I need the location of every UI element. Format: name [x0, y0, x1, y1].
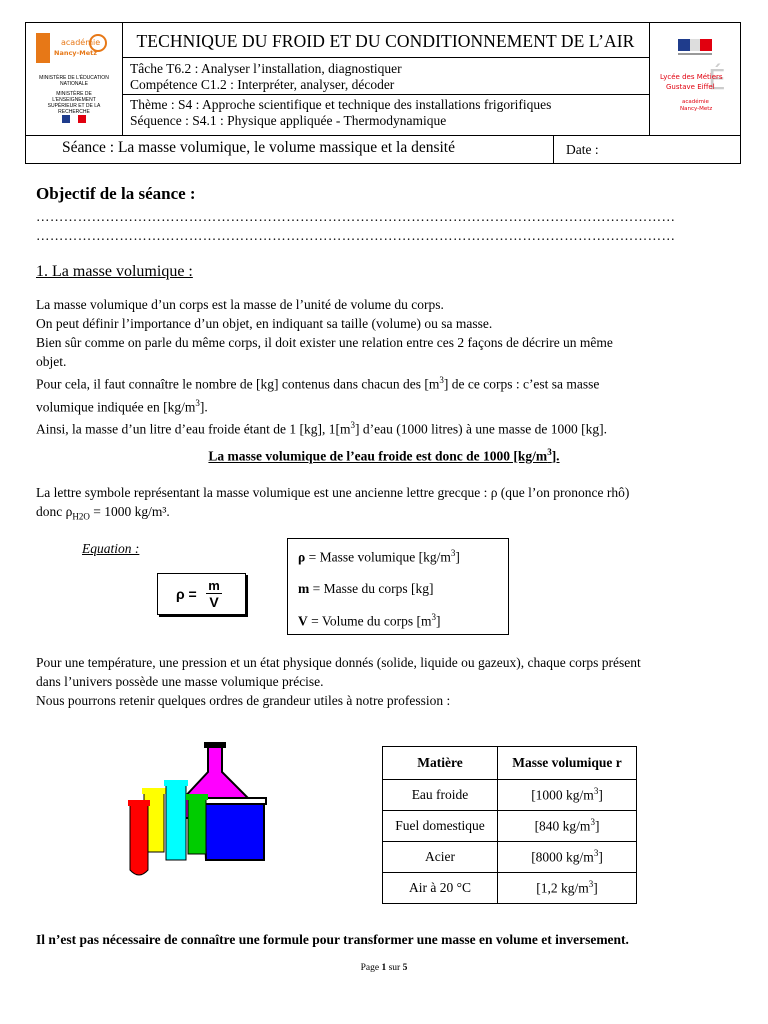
objective-title: Objectif de la séance :	[36, 184, 196, 203]
divider	[26, 135, 740, 136]
table-row	[383, 873, 637, 904]
objective-dots-2: …………………………………………………………………………………………………………………………	[36, 228, 676, 243]
test-tube-icon	[166, 784, 186, 860]
theme-text: Thème : S4 : Approche scientifique et technique des installations frigorifiques	[130, 97, 552, 112]
section-2-body	[36, 653, 726, 710]
paragraph: volumique indiquée en $[kg/m^3]$.	[36, 397, 208, 414]
paragraph: La lettre symbole représentant la masse volumique est une ancienne lettre grecque : ρ (que l’on prononce rhô)	[36, 485, 630, 500]
definition-rho: ρ = Masse volumique $[kg/m^3]$	[298, 548, 460, 565]
date-label: Date :	[566, 142, 599, 157]
table-cell-valeur: [8000 $kg/m^3$]	[498, 842, 637, 873]
divider	[122, 57, 649, 58]
column-header: Matière	[383, 747, 498, 780]
equation-label: Equation :	[82, 541, 140, 556]
divider	[122, 94, 649, 95]
test-tube-icon	[130, 804, 148, 875]
paragraph: dans l’univers possède une masse volumique précise.	[36, 674, 324, 689]
logo-region-text: Nancy-Metz	[54, 49, 98, 57]
definition-m: m = Masse du corps [kg]	[298, 581, 434, 596]
paragraph: Nous pourrons retenir quelques ordres de grandeur utiles à notre profession :	[36, 693, 451, 708]
test-tube-icon	[188, 798, 206, 854]
table-cell-valeur: [1,2 $kg/m^3$]	[498, 873, 637, 904]
table-row	[383, 842, 637, 873]
table-row	[383, 811, 637, 842]
table-cell-matiere: Fuel domestique	[383, 811, 498, 842]
column-header: Masse volumique r	[498, 747, 637, 780]
ministere-text-2: MINISTÈRE DE L’ENSEIGNEMENT SUPÉRIEUR ET DE LA RECHERCHE	[47, 91, 101, 115]
paragraph: Bien sûr comme on parle du même corps, il doit exister une relation entre ces 2 façons de décrire un même	[36, 335, 613, 350]
definitions-box	[287, 538, 509, 635]
objective-dots-1: …………………………………………………………………………………………………………………………	[36, 209, 676, 224]
equation-numerator: m	[208, 578, 220, 593]
section-1-title: 1. La masse volumique :	[36, 263, 193, 280]
academie-logo	[34, 29, 114, 129]
lycee-logo	[656, 29, 736, 129]
competence-text: Compétence C1.2 : Interpréter, analyser, décoder	[130, 77, 395, 92]
paragraph: Pour cela, il faut connaître le nombre de [kg] contenus dans chacun des $[m^3]$ de ce corps : c’est sa masse	[36, 375, 600, 392]
seance-title: Séance : La masse volumique, le volume massique et la densité	[62, 139, 455, 156]
table-cell-valeur: [1000 $kg/m^3$]	[498, 780, 637, 811]
page-title: TECHNIQUE DU FROID ET DU CONDITIONNEMENT DE L’AIR	[136, 31, 635, 51]
page-footer: Page 1 sur 5	[360, 963, 408, 973]
highlight-statement: La masse volumique de l’eau froide est donc de 1000 $[kg/m^3]$.	[208, 447, 560, 464]
rho-paragraph	[36, 483, 726, 527]
divider	[649, 23, 650, 135]
marianne-flag-icon	[656, 29, 736, 129]
tache-text: Tâche T6.2 : Analyser l’installation, diagnostiquer	[130, 61, 402, 76]
school-name-1: Lycée des Métiers	[660, 73, 723, 81]
table-header-row	[383, 747, 637, 780]
sequence-text: Séquence : S4.1 : Physique appliquée - Thermodynamique	[130, 113, 447, 128]
lab-beakers-illustration	[122, 742, 274, 880]
table-cell-valeur: [840 $kg/m^3$]	[498, 811, 637, 842]
right-region-text: Nancy-Metz	[680, 106, 713, 112]
right-academie-text: académie	[682, 99, 709, 105]
density-table	[382, 746, 637, 904]
definition-v: V = Volume du corps $[m^3]$	[298, 612, 441, 629]
section-1-body	[36, 295, 726, 439]
header-table	[25, 22, 741, 164]
paragraph: Ainsi, la masse d’un litre d’eau froide étant de 1 [kg], $1[m^3]$ d’eau (1000 litres) à une masse de 1000 [kg].	[36, 420, 607, 437]
paragraph: On peut définir l’importance d’un objet, en indiquant sa taille (volume) ou sa masse.	[36, 316, 493, 331]
equation-box	[157, 573, 246, 615]
school-name-2: Gustave Eiffel	[666, 83, 715, 91]
paragraph: La masse volumique d’un corps est la masse de l’unité de volume du corps.	[36, 297, 444, 312]
beaker-icon	[204, 804, 264, 860]
logo-academie-text: académie	[61, 38, 101, 47]
equation-rho: ρ =	[176, 586, 197, 602]
conclusion-text: Il n’est pas nécessaire de connaître une formule pour transformer une masse en volume et inversement.	[36, 932, 629, 947]
paragraph: donc $\rho_{H2O} = 1000$ kg/m³.	[36, 504, 170, 522]
table-row	[383, 780, 637, 811]
paragraph: Pour une température, une pression et un état physique donnés (solide, liquide ou gazeux), chaque corps présent	[36, 655, 641, 670]
divider	[553, 135, 554, 164]
ministere-text-1: MINISTÈRE DE L’ÉDUCATION NATIONALE	[39, 75, 109, 87]
table-cell-matiere: Eau froide	[383, 780, 498, 811]
table-cell-matiere: Air à 20 °C	[383, 873, 498, 904]
paragraph: objet.	[36, 354, 67, 369]
equation-denominator: V	[209, 594, 219, 610]
svg-text:É: É	[708, 63, 726, 96]
table-cell-matiere: Acier	[383, 842, 498, 873]
